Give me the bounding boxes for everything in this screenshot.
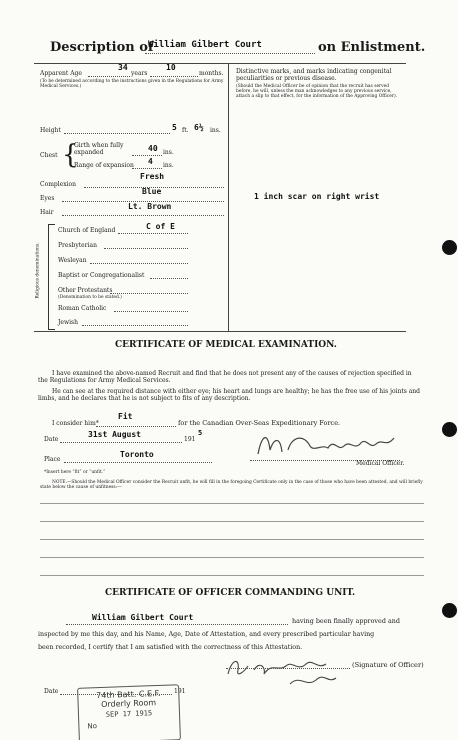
chest-girth: 40 [148, 144, 158, 153]
height-feet: 5 [172, 123, 177, 132]
height-inches: 6½ [194, 123, 204, 132]
commanding-line2: inspected by me this day, and his Name, Age, Date of Attestation, and every prescribed particular having [38, 631, 375, 638]
medical-para2: He can see at the required distance with either eye; his heart and lungs are healthy; he has the free use of his joints and limbs, and he declares that he is not subject to fits of any description. [38, 388, 421, 402]
title-prefix: Description of [50, 40, 154, 55]
stamp-line2: Orderly Room [100, 698, 157, 709]
commanding-signature-label: (Signature of Officer) [352, 661, 424, 669]
commanding-heading: CERTIFICATE OF OFFICER COMMANDING UNIT. [105, 588, 356, 598]
punch-hole-bottom [442, 603, 457, 618]
age-note: (To be determined according to the instructions given in the Regulations for Army Medical Services.) [40, 79, 224, 89]
religion-other: Other Protestants [58, 287, 113, 294]
stamp-line4: No [87, 722, 98, 731]
age-months: 10 [166, 63, 176, 72]
orderly-room-stamp [77, 684, 181, 740]
religion-catholic: Roman Catholic [58, 305, 107, 312]
punch-hole-middle [442, 422, 457, 437]
chest-range: 4 [148, 157, 153, 166]
chest-label: Chest [40, 152, 58, 159]
religion-jewish: Jewish [58, 319, 78, 326]
age-years-label: years [131, 70, 148, 77]
hair-value: Lt. Brown [128, 202, 172, 211]
commanding-officer-signature [220, 652, 370, 692]
commanding-line3: been recorded, I certify that I am satisfied with the correctness of this Attestation. [38, 644, 303, 651]
religion-baptist: Baptist or Congregationalist [58, 272, 145, 279]
religion-side-label: Religious denominations. [35, 242, 41, 299]
age-label: Apparent Age [40, 70, 82, 77]
medical-year-label: 191 [184, 436, 196, 443]
religion-other-note: (Denomination to be stated.) [58, 295, 122, 300]
medical-officer-signature [252, 428, 402, 462]
commanding-year-label: 191 [174, 688, 186, 695]
medical-year-value: 5 [198, 429, 203, 437]
title-suffix: on Enlistment. [318, 40, 426, 55]
religion-presbyterian: Presbyterian [58, 242, 97, 249]
marks-value: 1 inch scar on right wrist [254, 192, 380, 201]
attestation-document: Description of William Gilbert Court on Enlistment. Apparent Age 34 years 10 months. (To be determined according to the instructions given in the Regulations for Army Medical Services.) Distinctive marks, and marks indicating congenital peculiarities or previous disease. (Should the Medical Officer be of opinion that the recruit has served before, he will, unless the man acknowledges to any previous service, attach a slip to that effect, for the information of the Approving Officer). 1 inch scar on right wrist Height 5 ft. 6½ ins. Chest { Girth when fully expanded 40 ins. Range of expansion 4 ins. Complexion Fresh Eyes Blue Hair Lt. Brown Religious denominations. Church of England C of E Presbyterian Wesleyan Baptist or Congregationalist Other Protestants (Denomination to be stated.) Roman Catholic Jewish CERTIFICATE OF MEDICAL EXAMINATION. I have examined the above-named Recruit and find that he does not present any of the causes of rejection specified in the Regulations for Army Medical Services. He can see at the required distance with either eye; his heart and lungs are healthy; he has the free use of his joints and limbs, and he declares that he is not subject to fits of any description. I consider him* Fit for the Canadian Over-Seas Expeditionary Force. Date 31st August 191 5 Place Toronto Medical Officer. *Insert here “fit” or “unfit.” NOTE.—Should the Medical Officer consider the Recruit unfit, he will fill in the foregoing Certificate only in the case of those who have been attested, and will briefly state below the cause of unfitness:— CERTIFICATE OF OFFICER COMMANDING UNIT. William Gilbert Court having been finally approved and inspected by me this day, and his Name, Age, Date of Attestation, and every prescribed particular having been recorded, I certify that I am satisfied with the correctness of this Attestation. (Signature of Officer) Date 191 74th Batt. C.E.F. Orderly Room SEP 17 1915 No [0, 0, 458, 740]
medical-place-label: Place [44, 456, 61, 463]
stamp-line3: SEP 17 1915 [105, 709, 153, 719]
medical-heading: CERTIFICATE OF MEDICAL EXAMINATION. [115, 340, 337, 350]
hair-label: Hair [40, 209, 54, 216]
medical-date-value: 31st August [88, 430, 141, 439]
eyes-label: Eyes [40, 195, 55, 202]
consider-label: I consider him* [52, 420, 99, 427]
complexion-label: Complexion [40, 181, 76, 188]
age-months-label: months. [199, 70, 224, 77]
title-name: William Gilbert Court [148, 40, 262, 50]
medical-footnote: NOTE.—Should the Medical Officer consider the Recruit unfit, he will fill in the foregoing Certificate only in the case of those who have been attested, and will briefly state below the cause of unfitness:— [40, 480, 423, 490]
religion-wesleyan: Wesleyan [58, 257, 87, 264]
height-label: Height [40, 127, 61, 134]
commanding-line1: having been finally approved and [292, 617, 400, 625]
consider-suffix: for the Canadian Over-Seas Expeditionary Force. [178, 419, 341, 427]
chest-girth-unit: ins. [163, 149, 174, 156]
consider-value: Fit [118, 412, 133, 421]
medical-officer-label: Medical Officer. [356, 460, 405, 467]
medical-para1: I have examined the above-named Recruit and find that he does not present any of the causes of rejection specified in the Regulations for Army Medical Services. [38, 370, 412, 384]
height-feet-label: ft. [182, 127, 189, 134]
stamp-line1: 74th Batt. C.E.F. [96, 688, 161, 701]
commanding-name: William Gilbert Court [92, 613, 194, 622]
medical-date-label: Date [44, 436, 59, 443]
marks-note: (Should the Medical Officer be of opinion that the recruit has served before, he will, unless the man acknowledges to any previous service, attach a slip to that effect, for the information of the Approving Officer). [236, 84, 398, 99]
medical-insert-note: *Insert here “fit” or “unfit.” [44, 470, 106, 475]
chest-range-label: Range of expansion [74, 162, 134, 169]
religion-church-england: Church of England [58, 227, 116, 234]
medical-place-value: Toronto [120, 450, 154, 459]
complexion-value: Fresh [140, 172, 165, 181]
eyes-value: Blue [142, 187, 162, 196]
religion-church-england-value: C of E [146, 222, 175, 231]
chest-range-unit: ins. [163, 162, 174, 169]
chest-girth-label: Girth when fully expanded [74, 142, 124, 156]
marks-heading: Distinctive marks, and marks indicating congenital peculiarities or previous disease. [236, 68, 392, 82]
punch-hole-top [442, 240, 457, 255]
height-inches-label: ins. [210, 127, 221, 134]
commanding-date-label: Date [44, 688, 59, 695]
age-years: 34 [118, 63, 128, 72]
